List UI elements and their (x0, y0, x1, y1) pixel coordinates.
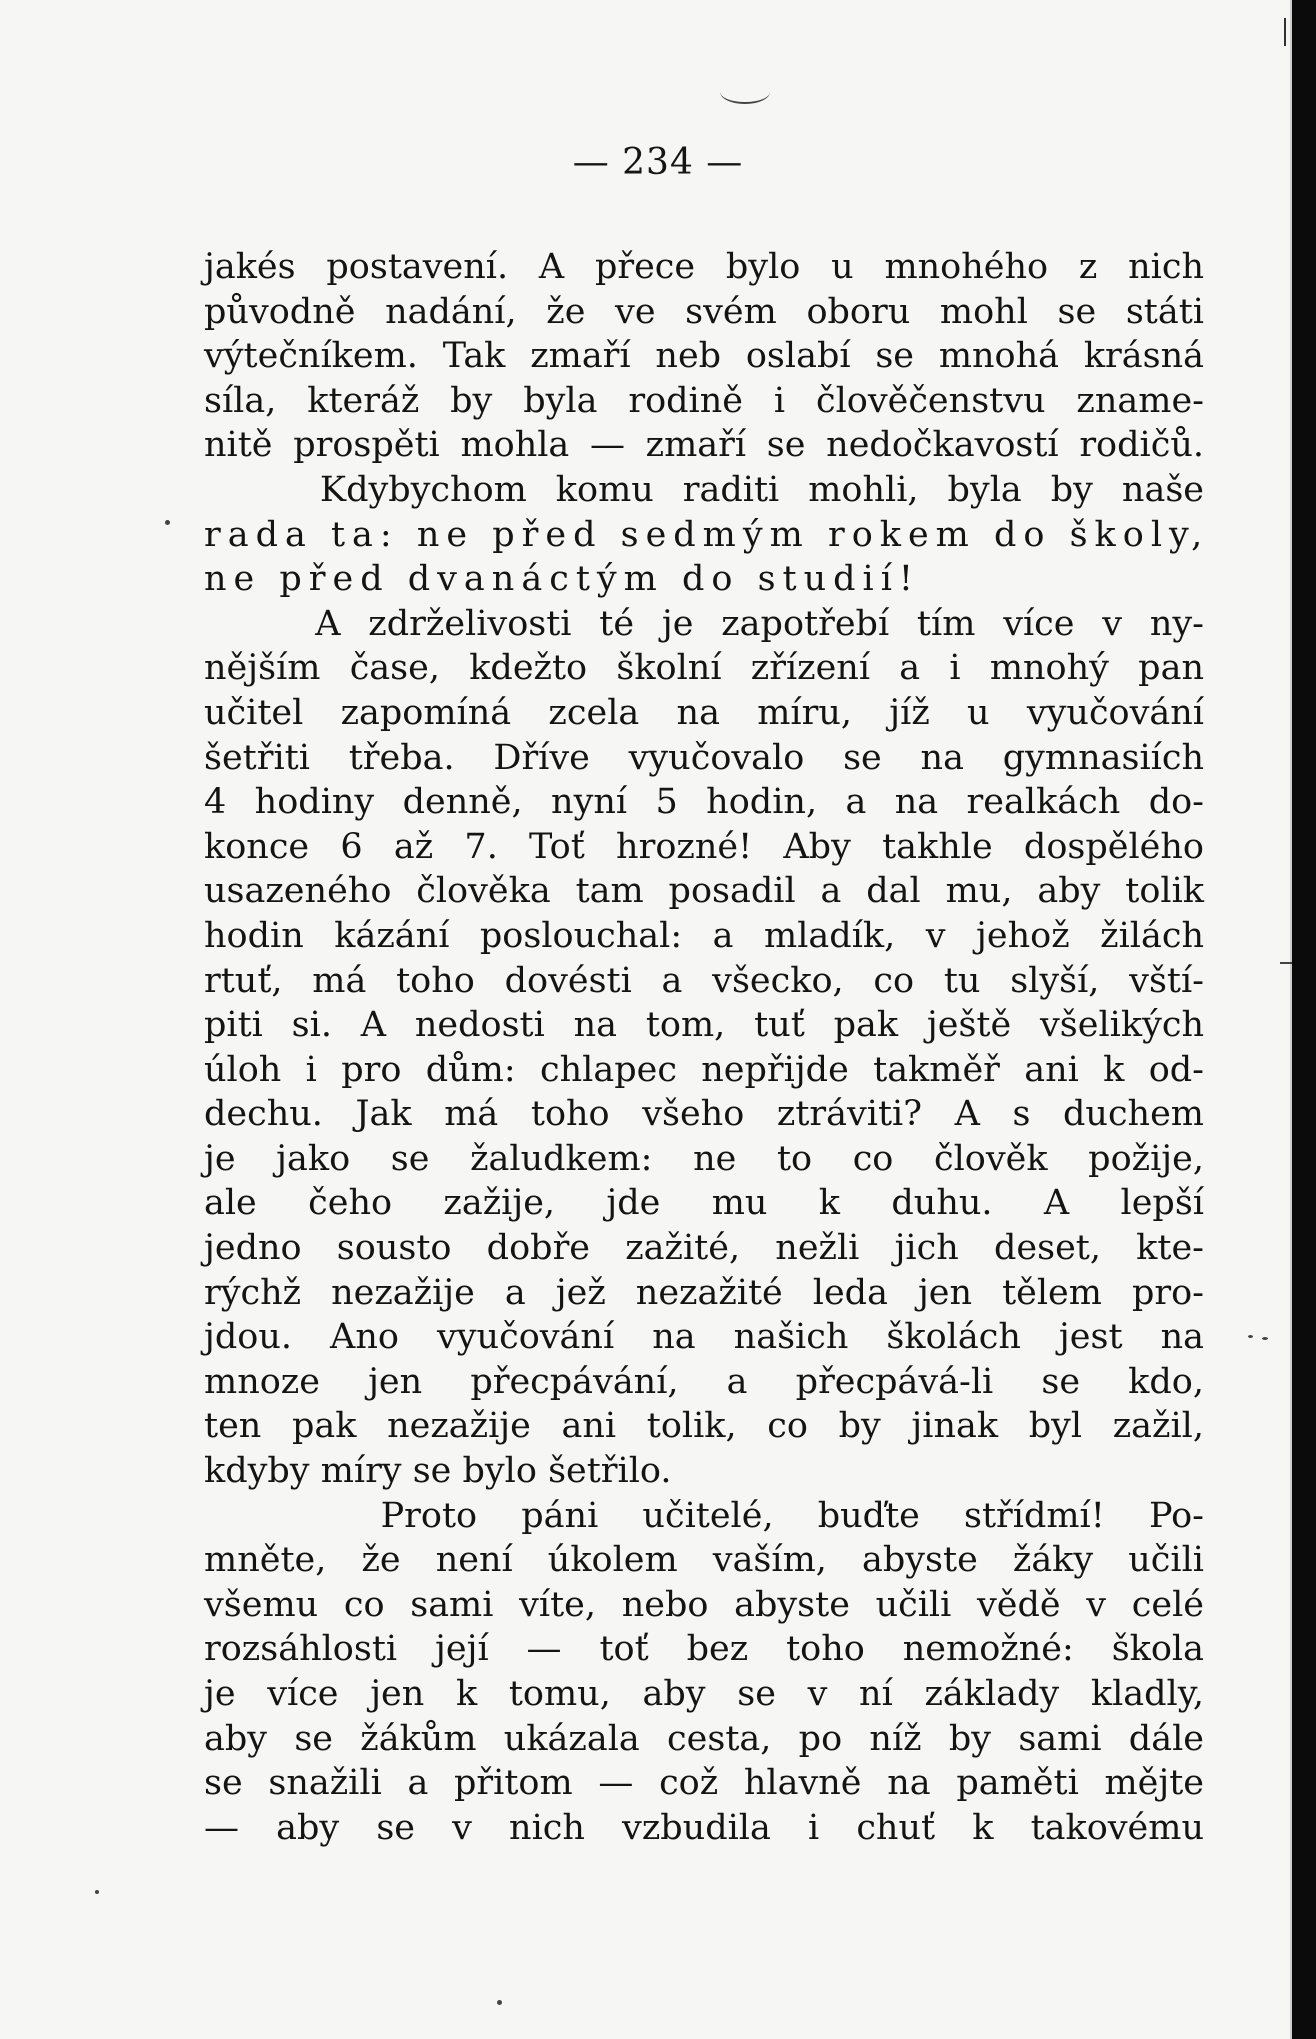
text-line: učitel zapomíná zcela na míru, jíž u vyučování (204, 692, 1204, 733)
ink-mark (720, 80, 770, 104)
text-line: ne před dvanáctým do studií! (204, 559, 920, 600)
text-line: síla, kteráž by byla rodině i člověčenstvu zname- (204, 380, 1204, 421)
text-line: mněte, že není úkolem vaším, abyste žáky učili (204, 1540, 1204, 1581)
text-line: rtuť, má toho dovésti a všecko, co tu slyší, vští- (204, 960, 1204, 1001)
text-line: ale čeho zažije, jde mu k duhu. A lepší (204, 1183, 1204, 1224)
text-line: úloh i pro dům: chlapec nepřijde takměř ani k od- (204, 1049, 1204, 1090)
text-line: výtečníkem. Tak zmaří neb oslabí se mnohá krásná (204, 336, 1204, 377)
dust-speck (95, 1890, 99, 1894)
text-line: 4 hodiny denně, nyní 5 hodin, a na realkách do- (204, 782, 1204, 823)
text-line: původně nadání, že ve svém oboru mohl se státi (204, 291, 1204, 332)
dust-speck (165, 520, 170, 525)
text-line: — aby se v nich vzbudila i chuť k takovému (204, 1807, 1204, 1848)
text-line: Proto páni učitelé, buďte střídmí! Po- (204, 1495, 1204, 1536)
text-line: A zdrželivosti té je zapotřebí tím více v ny- (204, 603, 1204, 644)
text-line: rýchž nezažije a jež nezažité leda jen tělem pro- (204, 1272, 1204, 1313)
text-line: dechu. Jak má toho všeho ztráviti? A s duchem (204, 1094, 1204, 1135)
text-line: jdou. Ano vyučování na našich školách jest na (204, 1317, 1204, 1358)
text-line: konce 6 až 7. Toť hrozné! Aby takhle dospělého (204, 826, 1204, 867)
page-number: — 234 — (572, 142, 744, 183)
text-line: hodin kázání poslouchal: a mladík, v jehož žilách (204, 915, 1204, 956)
text-line: šetřiti třeba. Dříve vyučovalo se na gymnasiích (204, 737, 1204, 778)
text-line: je jako se žaludkem: ne to co člověk požije, (204, 1138, 1204, 1179)
text-line: usazeného člověka tam posadil a dal mu, aby tolik (204, 871, 1204, 912)
margin-tick (1284, 18, 1286, 46)
dust-speck (1248, 1335, 1253, 1338)
text-line: aby se žákům ukázala cesta, po níž by sami dále (204, 1718, 1204, 1759)
text-line: nitě prospěti mohla — zmaří se nedočkavostí rodičů. (204, 425, 1204, 466)
text-line: ten pak nezažije ani tolik, co by jinak byl zažil, (204, 1406, 1204, 1447)
text-line: všemu co sami víte, nebo abyste učili vědě v celé (204, 1584, 1204, 1625)
dust-speck (497, 2000, 502, 2005)
text-line: mnoze jen přecpávání, a přecpává-li se kdo, (204, 1361, 1204, 1402)
text-line: Kdybychom komu raditi mohli, byla by naše (204, 469, 1204, 510)
text-line: piti si. A nedosti na tom, tuť pak ještě všelikých (204, 1005, 1204, 1046)
text-line: kdyby míry se bylo šetřilo. (204, 1451, 672, 1492)
text-line: rozsáhlosti její — toť bez toho nemožné: škola (204, 1629, 1204, 1670)
body-text (204, 245, 1210, 1850)
text-line: jakés postavení. A přece bylo u mnohého z nich (204, 247, 1204, 287)
text-line: rada ta: ne před sedmým rokem do školy, (204, 514, 1210, 555)
text-line: se snažili a přitom — což hlavně na paměti mějte (204, 1763, 1204, 1804)
page-edge-shadow (1292, 0, 1316, 2039)
text-line: jedno sousto dobře zažité, nežli jich deset, kte- (204, 1228, 1204, 1269)
dust-speck (1262, 1337, 1268, 1340)
text-line: nějším čase, kdežto školní zřízení a i mnohý pan (204, 648, 1204, 689)
text-line: je více jen k tomu, aby se v ní základy kladly, (204, 1674, 1204, 1714)
